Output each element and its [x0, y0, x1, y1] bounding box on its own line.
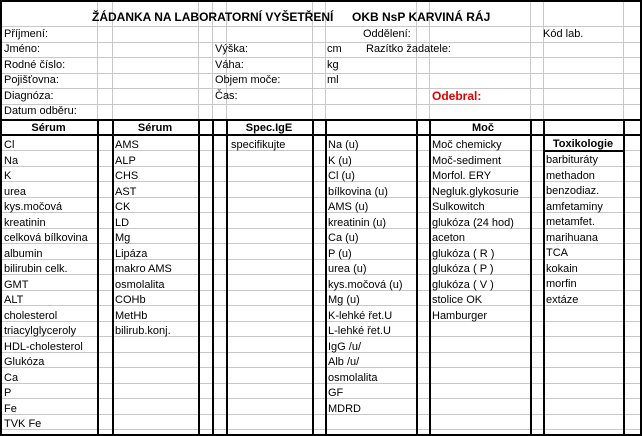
urine-item: MDRD — [328, 403, 361, 415]
department-label: Oddělení: — [363, 28, 411, 40]
serum-1-item: HDL-cholesterol — [4, 341, 83, 353]
serum-2-item: CHS — [115, 170, 139, 182]
urine-item: Mg (u) — [328, 294, 360, 306]
surname-label: Příjmení: — [4, 28, 49, 40]
serum-2-item: MetHb — [115, 310, 148, 322]
serum-header-1: Sérum — [31, 122, 66, 134]
serum-1-item: Glukóza — [4, 356, 45, 368]
toxicology-item: benzodiaz. — [546, 185, 600, 197]
insurance-label: Pojišťovna: — [4, 74, 59, 86]
urine-item: bílkovina (u) — [328, 186, 388, 198]
serum-2-item: makro AMS — [115, 263, 172, 275]
serum-1-item: kreatinin — [4, 217, 46, 229]
urine-chem-item: glukóza (24 hod) — [432, 217, 514, 229]
serum-1-item: kys.močová — [4, 201, 63, 213]
serum-2-item: AMS — [115, 139, 139, 151]
serum-1-item: Ca — [4, 372, 19, 384]
urine-item: L-lehké řet.U — [328, 325, 391, 337]
serum-1-item: Fe — [4, 403, 17, 415]
urine-chem-item: glukóza ( P ) — [432, 263, 494, 275]
toxicology-item: extáze — [546, 294, 579, 306]
urine-item: Na (u) — [328, 139, 359, 151]
collection-date-label: Datum odběru: — [4, 105, 77, 117]
time-label: Čas: — [215, 90, 238, 102]
serum-header-2: Sérum — [137, 122, 173, 134]
serum-1-item: TVK Fe — [4, 418, 42, 430]
height-unit: cm — [327, 43, 342, 55]
serum-1-item: celková bílkovina — [4, 232, 88, 244]
collected-by-label: Odebral: — [432, 89, 482, 103]
height-label: Výška: — [215, 43, 249, 55]
urine-item: P (u) — [328, 248, 352, 260]
urine-chem-item: stolice OK — [432, 294, 483, 306]
serum-2-item: AST — [115, 186, 137, 198]
column-separator — [226, 119, 228, 436]
column-separator — [198, 119, 200, 436]
spec-ige-item: specifikujte — [231, 139, 286, 151]
serum-1-item: cholesterol — [4, 310, 58, 322]
toxicology-item: kokain — [546, 263, 578, 275]
serum-2-item: osmolalita — [115, 279, 165, 291]
urine-item: kreatinin (u) — [328, 217, 387, 229]
stamp-label: Razítko žadatele: — [366, 43, 451, 55]
urine-item: IgG /u/ — [328, 341, 362, 353]
toxicology-item: marihuana — [546, 232, 598, 244]
border-left — [0, 0, 2, 436]
spec-ige-header: Spec.IgE — [245, 122, 293, 134]
column-separator — [429, 119, 431, 436]
toxicology-item: metamfet. — [546, 216, 595, 228]
urine-volume-unit: ml — [327, 74, 339, 86]
column-separator — [112, 119, 114, 436]
serum-1-item: Cl — [4, 139, 15, 151]
weight-label: Váha: — [215, 59, 244, 71]
urine-chem-item: Moč chemicky — [432, 139, 502, 151]
urine-chem-item: glukóza ( V ) — [432, 279, 494, 291]
form-title: ŽÁDANKA NA LABORATORNÍ VYŠETŘENÍ — [92, 10, 334, 24]
organization-name: OKB NsP KARVINÁ RÁJ — [352, 10, 491, 24]
urine-chem-item: Moč-sediment — [432, 155, 502, 167]
serum-2-item: ALP — [115, 155, 136, 167]
urine-header: Moč — [472, 122, 494, 134]
column-separator — [212, 119, 214, 436]
column-separator — [97, 119, 99, 436]
urine-item: AMS (u) — [328, 201, 369, 213]
toxicology-item: morfin — [546, 278, 577, 290]
serum-2-item: Lipáza — [115, 248, 148, 260]
serum-2-item: CK — [115, 201, 131, 213]
weight-unit: kg — [327, 59, 339, 71]
serum-1-item: Na — [4, 155, 19, 167]
serum-1-item: K — [4, 170, 12, 182]
urine-item: K-lehké řet.U — [328, 310, 393, 322]
serum-1-item: P — [4, 387, 12, 399]
urine-item: kys.močová (u) — [328, 279, 403, 291]
column-separator — [543, 119, 545, 436]
urine-item: urea (u) — [328, 263, 367, 275]
urine-item: GF — [328, 387, 344, 399]
toxicology-item: TCA — [546, 247, 568, 259]
diagnosis-label: Diagnóza: — [4, 90, 54, 102]
serum-2-item: bilirub.konj. — [115, 325, 171, 337]
urine-volume-label: Objem moče: — [215, 74, 281, 86]
serum-2-item: COHb — [115, 294, 146, 306]
serum-1-item: ALT — [4, 294, 24, 306]
urine-item: Cl (u) — [328, 170, 355, 182]
urine-chem-item: Negluk.glykosurie — [432, 186, 519, 198]
serum-1-item: albumin — [4, 248, 43, 260]
column-separator — [416, 119, 418, 436]
urine-item: Alb /u/ — [328, 356, 360, 368]
serum-1-item: bilirubin celk. — [4, 263, 68, 275]
serum-2-item: Mg — [115, 232, 131, 244]
toxicology-item: methadon — [546, 170, 595, 182]
column-separator — [530, 119, 532, 436]
urine-item: K (u) — [328, 155, 352, 167]
column-separator — [325, 119, 327, 436]
urine-chem-item: Hamburger — [432, 310, 488, 322]
column-separator — [623, 119, 625, 436]
toxicology-item: barbituráty — [546, 154, 598, 166]
serum-2-item: LD — [115, 217, 130, 229]
border-top — [0, 0, 642, 2]
birth-number-label: Rodné číslo: — [4, 59, 66, 71]
urine-item: osmolalita — [328, 372, 378, 384]
urine-chem-item: Sulkowitch — [432, 201, 485, 213]
urine-chem-item: glukóza ( R ) — [432, 248, 495, 260]
urine-chem-item: aceton — [432, 232, 466, 244]
lab-code-label: Kód lab. — [543, 28, 584, 40]
toxicology-header: Toxikologie — [552, 138, 614, 150]
first-name-label: Jméno: — [4, 43, 41, 55]
column-separator — [312, 119, 314, 436]
urine-chem-item: Morfol. ERY — [432, 170, 492, 182]
serum-1-item: GMT — [4, 279, 29, 291]
urine-item: Ca (u) — [328, 232, 359, 244]
serum-1-item: triacylglyceroly — [4, 325, 77, 337]
serum-1-item: urea — [4, 186, 27, 198]
toxicology-item: amfetaminy — [546, 201, 603, 213]
